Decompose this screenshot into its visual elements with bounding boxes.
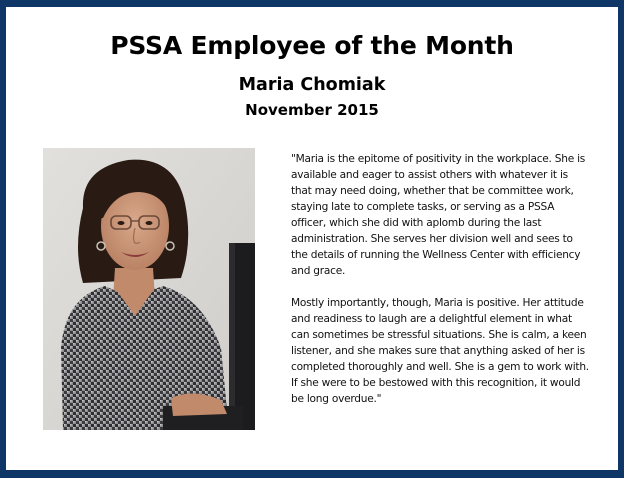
employee-name: Maria Chomiak — [238, 75, 386, 95]
employee-of-month-card — [6, 7, 618, 470]
testimonial-paragraph: Mostly importantly, though, Maria is positive. Her attitude and readiness to laugh are a delightful element in what can sometimes be stressful situations. She is calm, a keen listener, and she makes sure that anything asked of her is completed thoroughly and well. She is a gem to work with. If she were to be bestowed with this recognition, it would be long overdue." — [291, 297, 589, 405]
award-month: November 2015 — [245, 101, 379, 119]
employee-photo — [43, 148, 255, 430]
testimonial-paragraph: "Maria is the epitome of positivity in the workplace. She is available and eager to assist others with whatever it is that may need doing, whether that be committee work, staying late to complete tasks, or serving as a PSSA officer, which she did with aplomb during the last administration. She serves her division well and sees to the details of running the Wellness Center with efficiency and grace. — [291, 153, 586, 277]
testimonial-quote — [291, 151, 591, 423]
page-title: PSSA Employee of the Month — [110, 31, 514, 60]
